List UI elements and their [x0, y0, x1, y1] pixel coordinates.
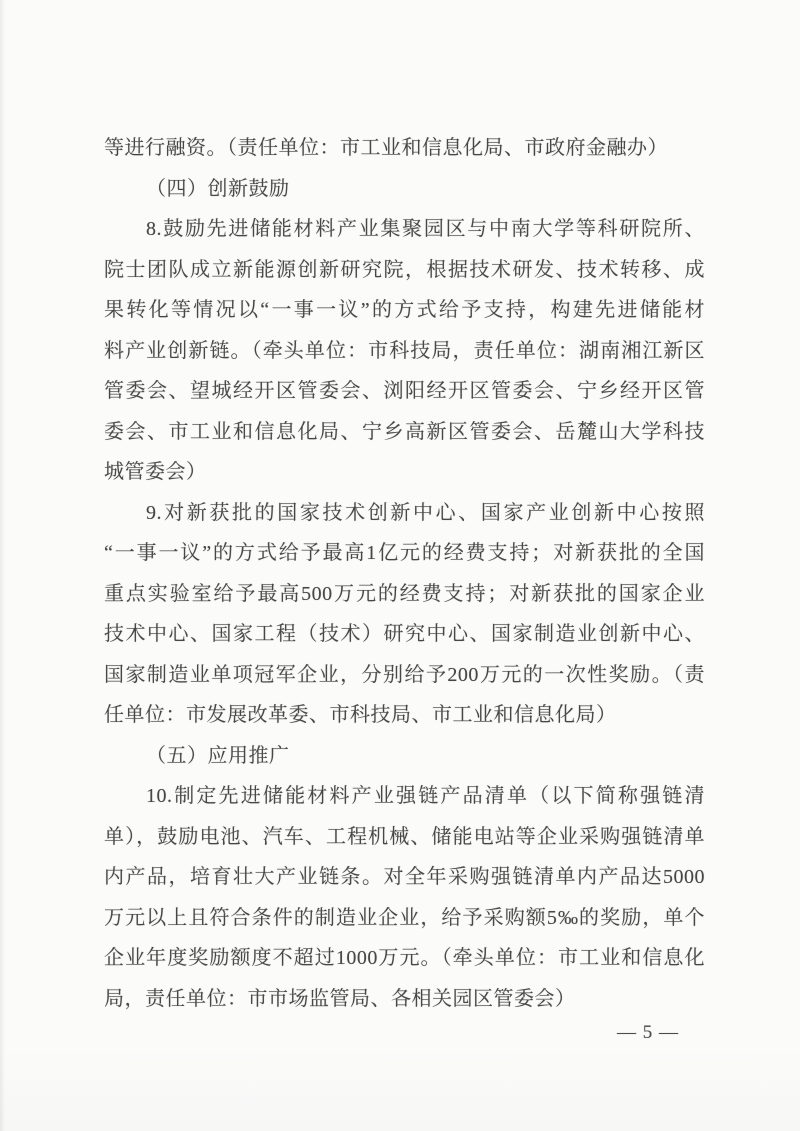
doc-line: 城管委会）	[104, 461, 207, 483]
doc-line: 企业年度奖励额度不超过1000万元。（牵头单位：市工业和信息化	[104, 947, 705, 969]
doc-line: 院士团队成立新能源创新研究院，根据技术研发、技术转移、成	[104, 258, 705, 281]
doc-line: 局，责任单位：市市场监管局、各相关园区管委会）	[104, 987, 576, 1010]
doc-line: 10.制定先进储能材料产业强链产品清单（以下简称强链清	[146, 785, 705, 807]
doc-line: 9.对新获批的国家技术创新中心、国家产业创新中心按照	[146, 501, 705, 524]
page-number: — 5 —	[617, 1022, 679, 1043]
section-heading: （五）应用推广	[146, 744, 290, 767]
doc-line: 料产业创新链。（牵头单位：市科技局，责任单位：湖南湘江新区	[104, 339, 705, 362]
scan-edge-artifact	[0, 0, 5, 1131]
doc-line: 管委会、望城经开区管委会、浏阳经开区管委会、宁乡经开区管	[104, 380, 705, 402]
doc-line: “一事一议”的方式给予最高1亿元的经费支持；对新获批的全国	[104, 542, 705, 564]
doc-line: 技术中心、国家工程（技术）研究中心、国家制造业创新中心、	[104, 623, 705, 645]
doc-line: 万元以上且符合条件的制造业企业，给予采购额5‰的奖励，单个	[104, 906, 705, 929]
section-heading: （四）创新鼓励	[146, 177, 290, 200]
doc-line: 内产品，培育壮大产业链条。对全年采购强链清单内产品达5000	[104, 866, 705, 888]
document-body	[104, 128, 705, 1019]
doc-line: 单），鼓励电池、汽车、工程机械、储能电站等企业采购强链清单	[104, 825, 705, 848]
doc-line: 国家制造业单项冠军企业，分别给予200万元的一次性奖励。（责	[104, 663, 705, 686]
scan-bottom-artifact	[0, 1046, 800, 1131]
doc-line: 果转化等情况以“一事一议”的方式给予支持，构建先进储能材	[104, 299, 705, 321]
doc-line: 任单位：市发展改革委、市科技局、市工业和信息化局）	[104, 704, 617, 726]
doc-line: 8.鼓励先进储能材料产业集聚园区与中南大学等科研院所、	[146, 218, 705, 240]
doc-line: 重点实验室给予最高500万元的经费支持；对新获批的国家企业	[104, 582, 705, 605]
doc-line: 等进行融资。（责任单位：市工业和信息化局、市政府金融办）	[104, 137, 668, 159]
doc-line: 委会、市工业和信息化局、宁乡高新区管委会、岳麓山大学科技	[104, 420, 705, 443]
